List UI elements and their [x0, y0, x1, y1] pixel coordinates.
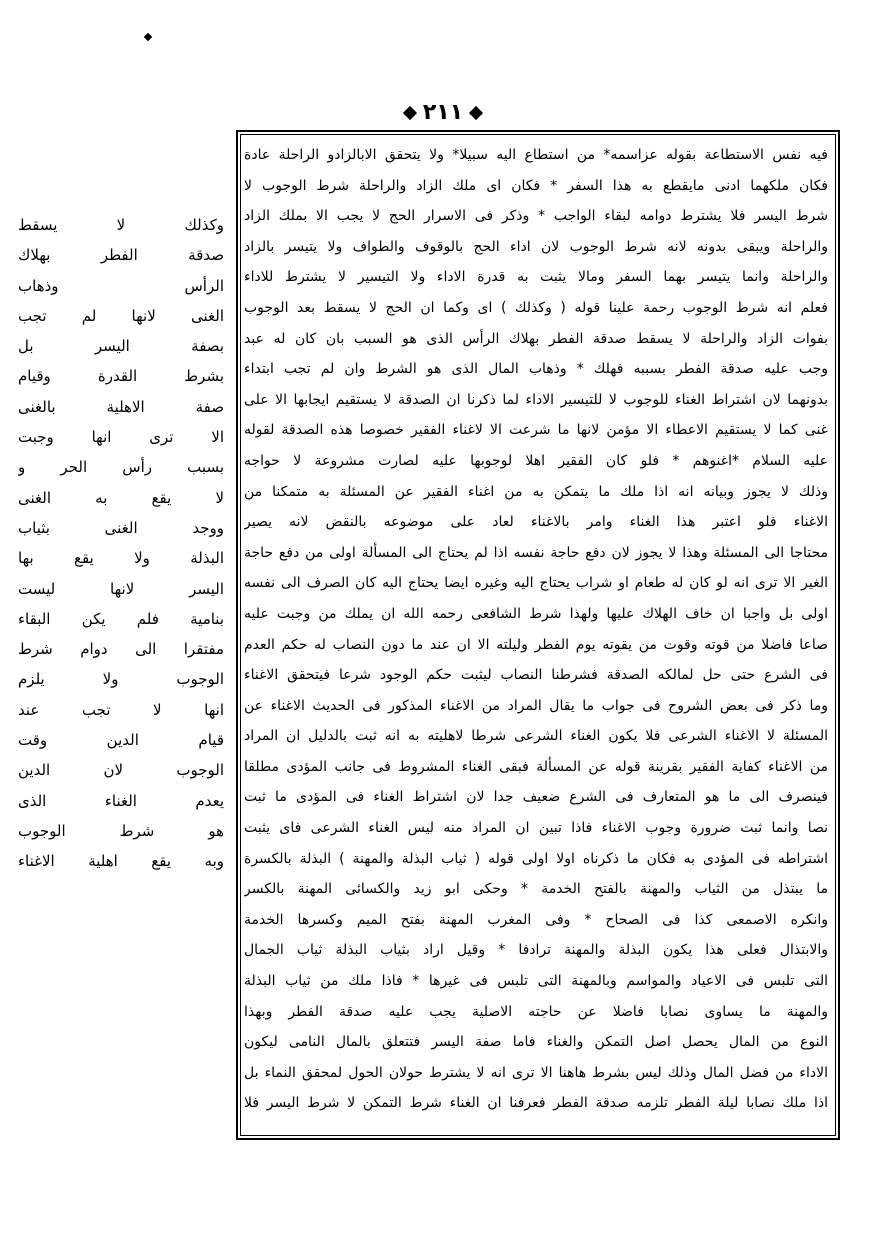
main-text-line: بفوات الزاد والراحلة لا يسقط صدقة الفطر بهلاك الرأس الذى هو السبب بان كان له عبد: [244, 330, 828, 347]
ornament-right-icon: [403, 106, 417, 120]
marginal-text-line: الغنى لانها لم تجب: [18, 306, 224, 325]
main-text-line: والابتذال فعلى هذا يكون البذلة والمهنة ترادفا * وقيل اراد بثياب البذلة ثياب الجمال: [244, 942, 828, 959]
marginal-text-line: يعدم الغناء الذى: [18, 791, 224, 810]
marginal-text-line: وبه يقع اهلية الاغناء: [18, 852, 224, 871]
marginal-text-line: انها لا تجب عند: [18, 700, 224, 719]
main-text-line: وانكره الاصمعى كذا فى الصحاح * وفى المغرب المهنة بفتح الميم وكسرها الخدمة: [244, 911, 828, 928]
marginal-text-line: بنامية فلم يكن البقاء: [18, 609, 224, 628]
marginal-text-line: صفة الاهلية بالغنى: [18, 397, 224, 416]
main-text-line: محتاجا الى المسئلة وهذا لا يجوز لان دفع حاجة نفسه اذا لم يحتاج الى المسألة اولى من دفع حاجة: [244, 544, 828, 561]
marginal-text-line: لا يقع به الغنى: [18, 488, 224, 507]
marginal-text-line: قيام الدين وقت: [18, 731, 224, 750]
main-text-line: الاغناء فلو اعتبر هذا الغناء وامر بالاغناء لعاد على موضوعه بالنقض لانه يصير: [244, 514, 828, 531]
main-text-line: عليه السلام *اغنوهم * فلو كان الفقير اهلا لوجوبها عليه لصارت مشروعة لا حواجه: [244, 452, 828, 469]
ornament-left-icon: [469, 106, 483, 120]
main-text-line: اشتراطه فى المؤدى به فكان ما ذكرناه اولا اولى قوله ( ثياب البذلة والمهنة ) البذلة بالكسرة: [244, 850, 828, 867]
main-text-line: بدونهما لان اشتراط الغناء للوجوب لا للتيسير الاداء لما ذكرنا ان الصدقة لا يستقيم ايجابها الا على: [244, 391, 828, 408]
main-text-line: وما ذكر فى بعض الشروح فى جواب ما يقال المراد من الاغناء المذكور فى الحديث الاغناء عن: [244, 697, 828, 714]
page-number-header: [0, 100, 886, 125]
marginal-text-line: الرأس وذهاب: [18, 276, 224, 295]
marginal-text-block: [18, 210, 224, 877]
marginal-text-line: الا ترى انها وجبت: [18, 428, 224, 447]
ink-speck: [144, 33, 152, 41]
main-text-line: اولى بل واجبا ان خاف الهلاك عليها ولهذا شرط الشافعى رحمه الله ان يملك من وجبت عليه: [244, 605, 828, 622]
main-text-line: اذا ملك نصابا ليلة الفطر تلزمه صدقة الفطر فعرفنا ان الغناء شرط التمكن لا شرط اليسر فلا: [244, 1095, 828, 1112]
main-text-line: فينصرف الى ما هو المتعارف فى الشرع ضعيف جدا لان اشتراط الغناء فى المؤدى ما ثبت: [244, 789, 828, 806]
main-text-line: وجب عليه صدقة الفطر بسببه فهلك * وذهاب المال الذى هو الشرط وان لم تجب ابتداء: [244, 361, 828, 378]
main-text-line: من الاغناء كفاية الفقير بقرينة قوله عن المسألة فبقى الغناء المشروط فى جانب المؤدى مطلقا: [244, 758, 828, 775]
main-text-line: ما يبتذل من الثياب والمهنة بالفتح الخدمة * وحكى ابو زيد والكسائى المهنة بالكسر: [244, 881, 828, 898]
main-text-line: المسئلة لا الاغناء الشرعى فلا يكون الغناء الشرعى شرطا لاهليته به انه ثبت بالدليل ان المراد: [244, 728, 828, 745]
marginal-text-line: اليسر لانها ليست: [18, 579, 224, 598]
page-number: ٢١١: [422, 100, 464, 125]
main-text-line: والمهنة ما يساوى نصابا فاضلا عن حاجته الاصلية يجب عليه صدقة الفطر وبهذا: [244, 1003, 828, 1020]
marginal-text-line: وكذلك لا يسقط: [18, 216, 224, 234]
main-text-line: صاعا فاضلا من قوته وقوت من يقوته يوم الفطر وليلته الا ان عند ما دون النصاب له حكم العدم: [244, 636, 828, 653]
main-text-line: فيه نفس الاستطاعة بقوله عزاسمه* من استطاع اليه سبيلا* ولا يتحقق الابالزادو الراحلة عادة: [244, 147, 828, 163]
marginal-text-line: الوجوب لان الدين: [18, 761, 224, 780]
main-text-line: نصا وانما ثبت ضرورة وجوب الاغناء فاذا تبين ان المراد منه ليس الغناء الشرعى فاى يثبت: [244, 820, 828, 837]
main-text-line: غنى كما لا يستقيم الاعطاء الا مؤمن لانها ما شرعت الا لاغناء الفقير خصوصا هذه الصدقة لقوله: [244, 422, 828, 439]
main-text-line: الاداء من فضل المال وذلك ليس بشرط هاهنا الا ترى انه لا يشترط حولان الحول لمحقق النماء بل: [244, 1064, 828, 1081]
main-text-line: فى الشرع حتى حل لمالكه الصدقة فشرطنا النصاب ليثبت حكم الوجود شرعا فيتحقق الاغناء: [244, 667, 828, 684]
main-text-block: [244, 140, 828, 1119]
marginal-text-line: الوجوب ولا يلزم: [18, 670, 224, 689]
main-text-line: وذلك لا يجوز وبيانه انه اذا ملك ما يتمكن به من اغناء الفقير عن المسئلة به متمكنا من: [244, 483, 828, 500]
main-text-line: فعلم انه شرط الوجوب رحمة علينا قوله ( وكذلك ) اى وكما ان الحج لا يسقط بعد الوجوب: [244, 299, 828, 316]
main-text-line: والراحلة وانما يتيسر بهما السفر ومالا يثبت به قدرة الاداء ولا التيسير لا يشترط للاداء: [244, 269, 828, 286]
main-text-line: التى تلبس فى الاعياد والمواسم وبالمهنة التى تلبس فى غيرها * فاذا ملك من ثياب البذلة: [244, 973, 828, 990]
marginal-text-line: بشرط القدرة وقيام: [18, 367, 224, 386]
marginal-text-line: بسبب رأس الحر و: [18, 458, 224, 477]
main-text-line: والراحلة ويبقى بدونه لانه شرط الوجوب لان اداء الحج بالوقوف والطواف ولا يتيسر بالزاد: [244, 238, 828, 255]
main-text-line: النوع من المال يحصل اصل التمكن والغناء فاما صفة اليسر فتتعلق بالمال النامى ليكون: [244, 1034, 828, 1051]
main-text-line: الغير الا ترى انه لو كان له طعام او شراب يحتاج اليه وغيره ايضا يحتاج اليه كان الصرف الى نفسه: [244, 575, 828, 592]
main-text-line: فكان ملكهما ادنى مايقطع به هذا السفر * فكان اى ملك الزاد والراحلة شرط الوجوب لا: [244, 177, 828, 194]
marginal-text-line: صدقة الفطر بهلاك: [18, 246, 224, 265]
marginal-text-line: هو شرط الوجوب: [18, 821, 224, 840]
main-text-line: شرط اليسر فلا يشترط دوامه لبقاء الواجب * وذكر فى الاسرار الحج لا يجب الا بملك الزاد: [244, 208, 828, 225]
marginal-text-line: مفتقرا الى دوام شرط: [18, 640, 224, 659]
marginal-text-line: ووجد الغنى بثياب: [18, 518, 224, 537]
marginal-text-line: بصفة اليسر بل: [18, 337, 224, 356]
marginal-text-line: البذلة ولا يقع بها: [18, 549, 224, 568]
